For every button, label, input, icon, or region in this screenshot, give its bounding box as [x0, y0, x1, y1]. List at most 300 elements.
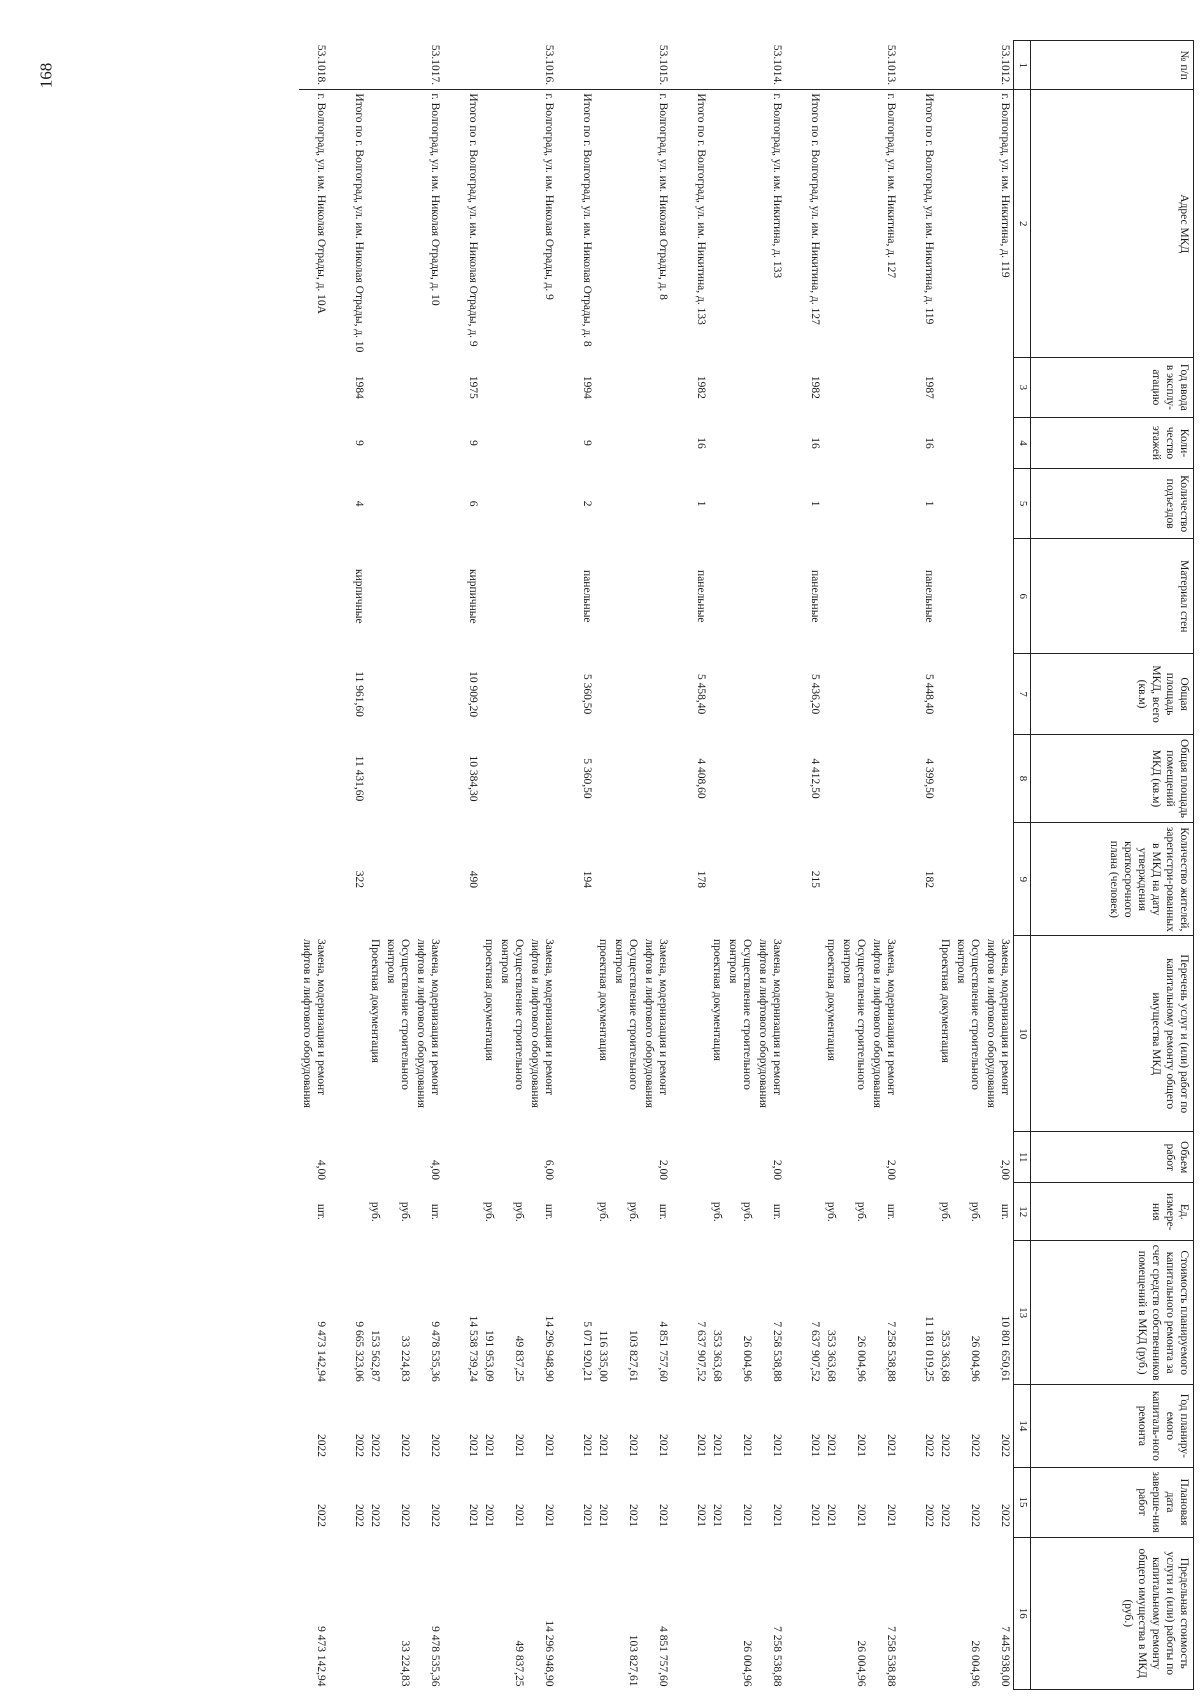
cell-col-5: 6 [467, 500, 479, 507]
cell-col-9 [481, 823, 497, 936]
cell-col-2 [595, 90, 611, 358]
cell-col-9 [823, 823, 839, 936]
spacer-cell [443, 1132, 465, 1183]
cell-col-10: проектная документация [711, 938, 723, 1061]
spacer-cell [671, 41, 693, 90]
cell-col-6 [869, 539, 899, 654]
cell-col-8 [725, 734, 755, 823]
col-header-10: Перечень услуг и (или) работ по капитальному ремонту общего имущества МКД [1031, 936, 1194, 1132]
cell-col-5 [953, 469, 983, 539]
cell-col-3 [383, 358, 413, 418]
cell-col-13: 7 637 907,52 [809, 1321, 821, 1382]
cell-col-6 [983, 539, 1014, 654]
table-row [367, 41, 383, 1690]
cell-col-10 [351, 936, 367, 1132]
cell-col-2 [953, 90, 983, 358]
cell-col-10: Осуществление строительного контроля [955, 938, 981, 1090]
spacer-cell [785, 358, 807, 418]
cell-col-9: 182 [923, 870, 935, 888]
cell-col-8 [937, 734, 953, 823]
cell-col-1 [709, 41, 725, 90]
spacer-cell [899, 1132, 921, 1183]
cell-col-2: г. Волгоград, ул. им. Николая Отрады, д. 10 [413, 90, 443, 358]
table-row [527, 41, 557, 1690]
col-number-7: 7 [1014, 654, 1031, 734]
cell-col-14: 2021 [855, 1434, 867, 1458]
cell-col-1 [497, 41, 527, 90]
cell-col-10: Замена, модернизация и ремонт лифтов и лифтового оборудования [529, 938, 555, 1108]
spacer-cell [899, 1241, 921, 1385]
spacer-cell [671, 823, 693, 936]
spacer-cell [671, 1241, 693, 1385]
cell-col-5 [367, 469, 383, 539]
cell-col-1 [465, 41, 481, 90]
col-header-3: Год ввода в эксплу-атацию [1031, 358, 1194, 418]
cell-col-12: руб. [369, 1201, 381, 1222]
table-row [755, 41, 785, 1690]
cell-col-13: 191 953,09 [483, 1329, 495, 1382]
cell-col-13: 7 258 538,88 [771, 1321, 783, 1382]
cell-col-4 [755, 417, 785, 468]
cell-col-1 [839, 41, 869, 90]
cell-col-6 [367, 539, 383, 654]
cell-col-8 [367, 734, 383, 823]
cell-col-12: руб. [855, 1201, 867, 1222]
cell-col-3: 1975 [467, 375, 479, 399]
cell-col-8: 4 399,50 [923, 758, 935, 799]
cell-col-8 [641, 734, 671, 823]
cell-col-11: 6,00 [543, 1159, 555, 1180]
spacer-cell [329, 654, 351, 734]
col-header-4: Коли-чество этажей [1031, 417, 1194, 468]
cell-col-1 [481, 41, 497, 90]
cell-col-16 [823, 1537, 839, 1689]
cell-col-12: руб. [825, 1201, 837, 1222]
table-row [595, 41, 611, 1690]
table-total-row [351, 41, 367, 1690]
spacer-cell [329, 1241, 351, 1385]
cell-col-2 [839, 90, 869, 358]
cell-col-14: 2021 [513, 1434, 525, 1458]
cell-col-7 [937, 654, 953, 734]
spacer-cell [899, 539, 921, 654]
cell-col-7 [367, 654, 383, 734]
cell-col-16: 4 851 757,60 [657, 1626, 669, 1687]
table-total-row [693, 41, 709, 1690]
cell-col-15: 2021 [483, 1504, 495, 1528]
cell-col-9 [383, 823, 413, 936]
cell-col-15: 2022 [999, 1504, 1011, 1528]
cell-col-10 [693, 936, 709, 1132]
cell-col-5: 2 [581, 500, 593, 507]
cell-col-13: 26 004,96 [855, 1335, 867, 1382]
spacer-cell [785, 469, 807, 539]
cell-col-7 [641, 654, 671, 734]
spacer-cell [329, 1132, 351, 1183]
cell-col-11: 4,00 [429, 1159, 441, 1180]
cell-col-12: руб. [627, 1201, 639, 1222]
cell-col-11 [611, 1132, 641, 1183]
spacer-cell [785, 936, 807, 1132]
cell-col-10 [921, 936, 937, 1132]
cell-col-14: 2021 [467, 1434, 479, 1458]
cell-col-9: 490 [467, 870, 479, 888]
cell-col-10: Замена, модернизация и ремонт лифтов и лифтового оборудования [301, 938, 327, 1108]
spacer-cell [329, 1537, 351, 1689]
spacer-cell [443, 1385, 465, 1467]
cell-col-14: 2021 [809, 1434, 821, 1458]
cell-col-12 [351, 1183, 367, 1241]
table-row [725, 41, 755, 1690]
cell-col-6: панельные [809, 570, 821, 623]
cell-col-15: 2022 [353, 1504, 365, 1528]
spacer-cell [671, 90, 693, 358]
cell-col-12 [465, 1183, 481, 1241]
spacer-cell [557, 1132, 579, 1183]
cell-col-6 [755, 539, 785, 654]
cell-col-14: 2021 [483, 1434, 495, 1458]
spacer-cell [329, 1467, 351, 1537]
cell-col-4 [595, 417, 611, 468]
cell-col-6: панельные [581, 570, 593, 623]
col-number-15: 15 [1014, 1467, 1031, 1537]
cell-col-15: 2021 [741, 1504, 753, 1528]
cell-col-9 [709, 823, 725, 936]
cell-col-6 [595, 539, 611, 654]
cell-col-4: 9 [581, 440, 593, 446]
cell-col-1 [595, 41, 611, 90]
cell-col-9 [527, 823, 557, 936]
spacer-cell [785, 41, 807, 90]
cell-col-16: 7 258 538,88 [771, 1626, 783, 1687]
col-number-9: 9 [1014, 823, 1031, 936]
cell-col-15: 2021 [513, 1504, 525, 1528]
cell-col-14: 2021 [581, 1434, 593, 1458]
spacer-cell [671, 358, 693, 418]
table-row [299, 41, 329, 1690]
col-number-6: 6 [1014, 539, 1031, 654]
cell-col-7 [527, 654, 557, 734]
cell-col-9 [299, 823, 329, 936]
cell-col-8: 4 412,50 [809, 758, 821, 799]
cell-col-6: кирпичные [353, 569, 365, 624]
spacer-cell [671, 539, 693, 654]
cell-col-15: 2022 [923, 1504, 935, 1528]
cell-col-12: шт. [999, 1203, 1011, 1220]
cell-col-1 [383, 41, 413, 90]
cell-col-7: 5 436,20 [809, 673, 821, 715]
cell-col-8: 5 360,50 [581, 758, 593, 799]
cell-col-16 [693, 1537, 709, 1689]
cell-col-9 [839, 823, 869, 936]
cell-col-13: 353 363,68 [711, 1329, 723, 1382]
cell-col-13: 14 538 739,24 [467, 1315, 479, 1382]
spacer-cell [329, 417, 351, 468]
cell-col-16 [465, 1537, 481, 1689]
cell-col-16: 9 473 142,94 [315, 1626, 327, 1687]
cell-col-1 [725, 41, 755, 90]
spacer-cell [329, 539, 351, 654]
cell-col-16 [709, 1537, 725, 1689]
cell-col-7 [839, 654, 869, 734]
cell-col-9 [755, 823, 785, 936]
cell-col-12: руб. [483, 1201, 495, 1222]
col-header-12: Ед. измере-ния [1031, 1183, 1194, 1241]
cell-col-8 [527, 734, 557, 823]
cell-col-4: 9 [467, 440, 479, 446]
cell-col-8: 10 384,30 [467, 755, 479, 802]
cell-col-5 [725, 469, 755, 539]
spacer-cell [785, 1385, 807, 1467]
cell-col-6 [299, 539, 329, 654]
cell-col-8: 4 408,60 [695, 758, 707, 799]
cell-col-6: кирпичные [467, 569, 479, 624]
cell-col-2 [367, 90, 383, 358]
cell-col-13: 11 181 019,25 [923, 1316, 935, 1382]
cell-col-14: 2021 [627, 1434, 639, 1458]
cell-col-7 [869, 654, 899, 734]
cell-col-6 [725, 539, 755, 654]
cell-col-2: г. Волгоград, ул. им. Николая Отрады, д. 10А [299, 90, 329, 358]
cell-col-8 [869, 734, 899, 823]
table-row [413, 41, 443, 1690]
cell-col-7 [709, 654, 725, 734]
cell-col-14: 2021 [695, 1434, 707, 1458]
cell-col-11 [725, 1132, 755, 1183]
spacer-cell [443, 41, 465, 90]
cell-col-3 [953, 358, 983, 418]
cell-col-7: 11 961,60 [353, 671, 365, 717]
cell-col-3 [299, 358, 329, 418]
cell-col-13: 49 837,25 [513, 1335, 525, 1382]
spacer-cell [443, 1467, 465, 1537]
cell-col-13: 103 827,61 [627, 1329, 639, 1382]
cell-col-9: 322 [353, 870, 365, 888]
col-header-2: Адрес МКД [1031, 90, 1194, 358]
col-number-14: 14 [1014, 1385, 1031, 1467]
spacer-cell [557, 1385, 579, 1467]
table-total-row [921, 41, 937, 1690]
spacer-cell [785, 417, 807, 468]
spacer-cell [443, 358, 465, 418]
cell-col-6 [953, 539, 983, 654]
table-row [937, 41, 953, 1690]
cell-col-12 [693, 1183, 709, 1241]
cell-col-14: 2022 [399, 1434, 411, 1458]
cell-col-9 [595, 823, 611, 936]
cell-col-15: 2021 [809, 1504, 821, 1528]
spacer-cell [557, 539, 579, 654]
cell-col-16: 7 258 538,88 [885, 1626, 897, 1687]
cell-col-4: 16 [695, 437, 707, 449]
cell-col-5 [413, 469, 443, 539]
cell-col-14: 2022 [429, 1434, 441, 1458]
cell-col-15: 2021 [695, 1504, 707, 1528]
cell-col-2: Итого по г. Волгоград, ул. им. Николая Отрады, д. 8 [579, 90, 595, 358]
cell-col-9 [611, 823, 641, 936]
cell-col-13: 7 637 907,52 [695, 1321, 707, 1382]
cell-col-14: 2022 [923, 1434, 935, 1458]
cell-col-12: шт. [429, 1203, 441, 1220]
col-header-5: Количество подъездов [1031, 469, 1194, 539]
col-number-8: 8 [1014, 734, 1031, 823]
cell-col-10: проектная документация [597, 938, 609, 1061]
spacer-cell [329, 358, 351, 418]
cell-col-10 [579, 936, 595, 1132]
cell-col-3 [527, 358, 557, 418]
row-spacer [329, 41, 351, 1690]
cell-col-7 [823, 654, 839, 734]
cell-col-13: 9 473 142,94 [315, 1321, 327, 1382]
cell-col-14: 2021 [597, 1434, 609, 1458]
spacer-cell [785, 1537, 807, 1689]
cell-col-6 [611, 539, 641, 654]
col-number-10: 10 [1014, 936, 1031, 1132]
cell-col-14: 2021 [657, 1434, 669, 1458]
cell-col-2 [383, 90, 413, 358]
cell-col-12: руб. [741, 1201, 753, 1222]
spacer-cell [443, 823, 465, 936]
cell-col-10: Замена, модернизация и ремонт лифтов и лифтового оборудования [985, 938, 1011, 1108]
cell-col-12: руб. [939, 1201, 951, 1222]
cell-col-8 [823, 734, 839, 823]
cell-col-12: шт. [315, 1203, 327, 1220]
cell-col-12: руб. [513, 1201, 525, 1222]
cell-col-16: 33 224,83 [399, 1640, 411, 1687]
cell-col-9 [983, 823, 1014, 936]
cell-col-11: 2,00 [885, 1159, 897, 1180]
spacer-cell [671, 1537, 693, 1689]
col-header-16: Предельная стоимость услуги и (или) работы по капитальному ремонту общего имущества в МКД (руб.) [1031, 1537, 1194, 1689]
cell-col-5 [299, 469, 329, 539]
table-row [823, 41, 839, 1690]
cell-col-1 [367, 41, 383, 90]
cell-col-13: 353 363,68 [939, 1329, 951, 1382]
cell-col-5 [983, 469, 1014, 539]
cell-col-14: 2021 [825, 1434, 837, 1458]
cell-col-3: 1987 [923, 375, 935, 399]
cell-col-5: 1 [809, 500, 821, 507]
table-row [839, 41, 869, 1690]
cell-col-16: 26 004,96 [741, 1640, 753, 1687]
spacer-cell [899, 936, 921, 1132]
cell-col-15: 2021 [467, 1504, 479, 1528]
spacer-cell [443, 654, 465, 734]
cell-col-7 [595, 654, 611, 734]
col-number-11: 11 [1014, 1132, 1031, 1183]
spacer-cell [557, 1467, 579, 1537]
cell-col-11 [693, 1132, 709, 1183]
table-row [709, 41, 725, 1690]
spacer-cell [785, 654, 807, 734]
cell-col-1 [579, 41, 595, 90]
cell-col-6 [641, 539, 671, 654]
cell-col-15: 2021 [711, 1504, 723, 1528]
cell-col-2 [481, 90, 497, 358]
cell-col-15: 2022 [939, 1504, 951, 1528]
spacer-cell [443, 734, 465, 823]
cell-col-4 [413, 417, 443, 468]
cell-col-5 [641, 469, 671, 539]
cell-col-12: шт. [543, 1203, 555, 1220]
cell-col-13: 353 363,68 [825, 1329, 837, 1382]
cell-col-2 [611, 90, 641, 358]
row-spacer [671, 41, 693, 1690]
cell-col-8 [953, 734, 983, 823]
cell-col-6 [709, 539, 725, 654]
cell-col-13: 9 478 535,36 [429, 1321, 441, 1382]
cell-col-12: шт. [657, 1203, 669, 1220]
cell-col-10: Замена, модернизация и ремонт лифтов и лифтового оборудования [415, 938, 441, 1108]
cell-col-10: проектная документация [825, 938, 837, 1061]
col-header-6: Материал стен [1031, 539, 1194, 654]
cell-col-10: Проектная документация [369, 938, 381, 1063]
cell-col-11 [921, 1132, 937, 1183]
cell-col-7 [481, 654, 497, 734]
cell-col-1: 53.1013. [885, 44, 897, 86]
cell-col-13: 10 801 650,61 [999, 1315, 1011, 1382]
cell-col-6: панельные [923, 570, 935, 623]
spacer-cell [671, 1467, 693, 1537]
cell-col-7 [413, 654, 443, 734]
cell-col-10: Осуществление строительного контроля [841, 938, 867, 1090]
cell-col-5 [481, 469, 497, 539]
col-header-15: Плановая дата заверше-ния работ [1031, 1467, 1194, 1537]
spacer-cell [671, 936, 693, 1132]
spacer-cell [443, 539, 465, 654]
cell-col-1 [937, 41, 953, 90]
cell-col-4 [383, 417, 413, 468]
spacer-cell [899, 1183, 921, 1241]
spacer-cell [329, 90, 351, 358]
cell-col-2: г. Волгоград, ул. им. Никитина, д. 119 [983, 90, 1014, 358]
cell-col-13: 153 562,87 [369, 1329, 381, 1382]
cell-col-8 [839, 734, 869, 823]
cell-col-7 [755, 654, 785, 734]
col-number-16: 16 [1014, 1537, 1031, 1689]
cell-col-8 [481, 734, 497, 823]
cell-col-11 [497, 1132, 527, 1183]
cell-col-5 [869, 469, 899, 539]
cell-col-11 [595, 1132, 611, 1183]
spacer-cell [785, 734, 807, 823]
table-row [953, 41, 983, 1690]
cell-col-7: 5 448,40 [923, 673, 935, 715]
cell-col-3 [709, 358, 725, 418]
spacer-cell [785, 1241, 807, 1385]
cell-col-3: 1994 [581, 375, 593, 399]
col-header-7: Общая площадь МКД, всего (кв.м) [1031, 654, 1194, 734]
spacer-cell [557, 1183, 579, 1241]
cell-col-5: 1 [695, 500, 707, 507]
cell-col-15: 2021 [855, 1504, 867, 1528]
spacer-cell [899, 1385, 921, 1467]
cell-col-2: Итого по г. Волгоград, ул. им. Никитина, д. 133 [693, 90, 709, 358]
cell-col-1: 53.1017. [429, 44, 441, 86]
cell-col-2 [937, 90, 953, 358]
spacer-cell [443, 936, 465, 1132]
col-header-13: Стоимость планируемого капитального ремонта за счет средств собственников помещений в МКД (руб.) [1031, 1241, 1194, 1385]
spacer-cell [899, 734, 921, 823]
cell-col-8 [611, 734, 641, 823]
cell-col-1: 53.1018. [315, 44, 327, 86]
cell-col-2 [725, 90, 755, 358]
cell-col-3: 1984 [353, 375, 365, 399]
cell-col-16 [595, 1537, 611, 1689]
spacer-cell [671, 734, 693, 823]
cell-col-5 [611, 469, 641, 539]
cell-col-9: 178 [695, 870, 707, 888]
